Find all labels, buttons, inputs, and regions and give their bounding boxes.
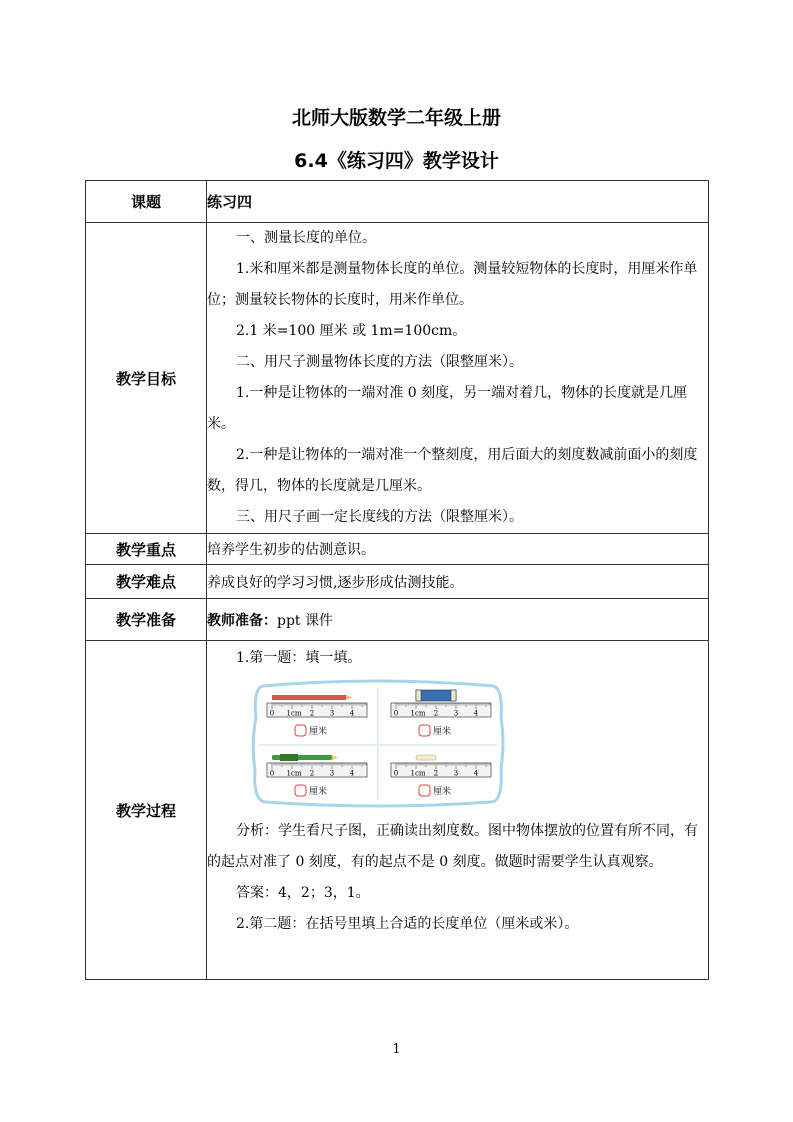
teaching-process-content [207, 641, 709, 980]
goal-paragraph: 1.米和厘米都是测量物体长度的单位。测量较短物体的长度时，用厘米作单位；测量较长物体的长度时，用米作单位。 [207, 261, 698, 308]
question-1: 1.第一题：填一填。 [236, 650, 362, 666]
ruler-label: 0 [393, 709, 399, 718]
unit-label: 厘米 [309, 787, 328, 797]
value-course-title: 练习四 [207, 181, 709, 223]
goal-paragraph: 二、用尺子测量物体长度的方法（限整厘米）。 [236, 354, 523, 370]
eraser-end-icon [416, 690, 421, 701]
label-course-title: 课题 [86, 181, 207, 223]
unit-label: 厘米 [433, 727, 452, 737]
answer-box [419, 785, 430, 796]
answer-box [419, 725, 430, 736]
goal-paragraph: 三、用尺子画一定长度线的方法（限整厘米）。 [236, 509, 523, 525]
pencil-icon [272, 695, 346, 700]
ruler-label: 2 [309, 709, 315, 718]
goal-paragraph: 一、测量长度的单位。 [236, 230, 376, 246]
document-title: 北师大版数学二年级上册 [291, 107, 501, 129]
ruler-label: 2 [309, 769, 315, 778]
answer-box [295, 725, 306, 736]
value-key-point: 培养学生初步的估测意识。 [207, 534, 709, 565]
eraser-icon [416, 690, 456, 701]
ruler-label: 2 [433, 709, 439, 718]
row-preparation [86, 599, 709, 641]
ruler-label: 1cm [286, 709, 302, 718]
ruler-label: 4 [473, 769, 479, 778]
answer-box [295, 785, 306, 796]
unit-label: 厘米 [309, 727, 328, 737]
ruler-label: 0 [393, 769, 399, 778]
document-subtitle: 6.4《练习四》教学设计 [294, 150, 499, 172]
ruler-figure [207, 674, 708, 816]
ruler-label: 3 [453, 769, 459, 778]
lesson-plan-table [85, 180, 709, 980]
ruler-label: 0 [269, 769, 275, 778]
page-number: 1 [392, 1042, 401, 1057]
ruler-label: 4 [473, 709, 479, 718]
goal-paragraph: 2.1 米=100 厘米 或 1m=100cm。 [236, 323, 467, 339]
goal-paragraph: 1.一种是让物体的一端对准 0 刻度，另一端对着几，物体的长度就是几厘米。 [207, 385, 688, 432]
value-preparation [207, 599, 709, 641]
row-teaching-goals [86, 223, 709, 534]
preparation-text: ppt 课件 [277, 612, 333, 629]
goal-paragraph: 2.一种是让物体的一端对准一个整刻度，用后面大的刻度数减前面小的刻度数，得几，物体的长度就是几厘米。 [207, 447, 698, 494]
ruler-label: 3 [329, 709, 335, 718]
chalk-icon [416, 755, 436, 760]
ruler-label: 2 [433, 769, 439, 778]
ruler-label: 1cm [410, 769, 426, 778]
value-difficulty: 养成良好的学习习惯,逐步形成估测技能。 [207, 565, 709, 599]
ruler-label: 3 [329, 769, 335, 778]
row-difficulty [86, 565, 709, 599]
label-teaching-goals: 教学目标 [86, 223, 207, 534]
ruler-label: 3 [453, 709, 459, 718]
preparation-bold-label: 教师准备： [207, 612, 277, 629]
unit-label: 厘米 [433, 787, 452, 797]
analysis-text: 分析：学生看尺子图，正确读出刻度数。图中物体摆放的位置有所不同，有的起点对准了 0 刻度，有的起点不是 0 刻度。做题时需要学生认真观察。 [207, 823, 698, 870]
ruler-label: 4 [349, 769, 355, 778]
eraser-end-icon [451, 690, 456, 701]
teaching-goals-content [207, 223, 709, 534]
row-teaching-process [86, 641, 709, 980]
ruler-label: 1cm [286, 769, 302, 778]
ruler-label: 0 [269, 709, 275, 718]
ruler-exercise-illustration [251, 678, 505, 808]
answer-text: 答案：4，2；3，1。 [236, 885, 370, 901]
question-2: 2.第二题：在括号里填上合适的长度单位（厘米或米）。 [236, 916, 579, 932]
ruler-label: 4 [349, 709, 355, 718]
label-key-point: 教学重点 [86, 534, 207, 565]
label-teaching-process: 教学过程 [86, 641, 207, 980]
pen-grip-icon [280, 754, 298, 761]
row-course-title [86, 181, 709, 223]
label-preparation: 教学准备 [86, 599, 207, 641]
label-difficulty: 教学难点 [86, 565, 207, 599]
row-key-point [86, 534, 709, 565]
ruler-label: 1cm [410, 709, 426, 718]
